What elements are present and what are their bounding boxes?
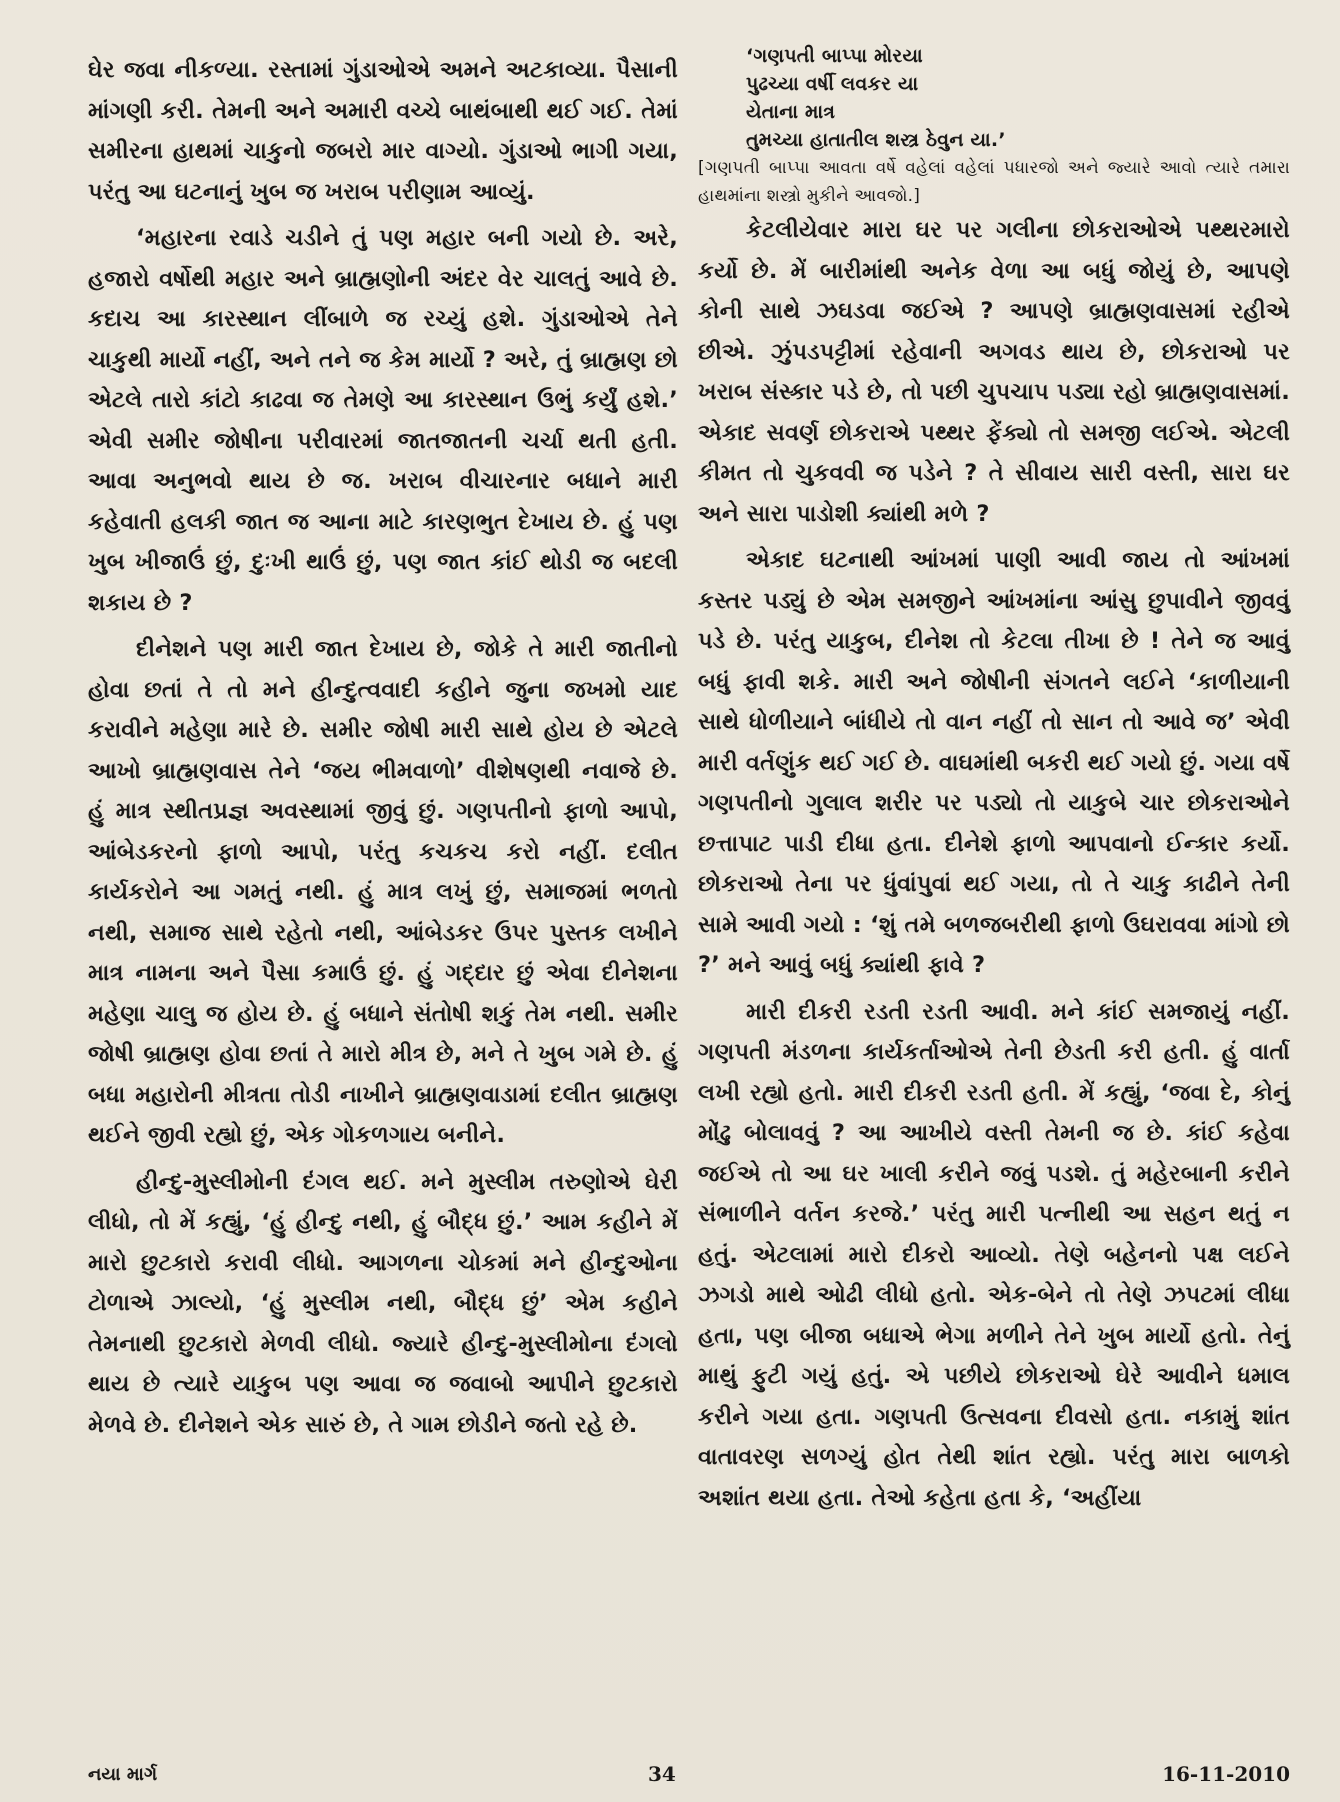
poem-line: ‘ગણપતી બાપ્પા મોરયા: [746, 45, 923, 67]
page-footer: [88, 1764, 1290, 1790]
poem-translation: [ગણપતી બાપ્પા આવતા વર્ષે વહેલાં વહેલાં પધારજો અને જ્યારે આવો ત્યારે તમારા હાથમાંના શસ્ત્રો મુકીને આવજો.]: [698, 158, 1290, 206]
issue-date: 16-11-2010: [1162, 1762, 1290, 1786]
poem-line: પુઢચ્યા વર્ષી લવકર યા: [746, 73, 919, 95]
paragraph: એકાદ ઘટનાથી આંખમાં પાણી આવી જાય તો આંખમાં કસ્તર પડ્યું છે એમ સમજીને આંખમાંના આંસુ છુપાવીને જીવવું પડે છે. પરંતુ યાકુબ, દીનેશ તો કેટલા તીખા છે ! તેને જ આવું બધું ફાવી શકે. મારી અને જોષીની સંગતને લઈને ‘કાળીયાની સાથે ધોળીયાને બાંધીયે તો વાન નહીં તો સાન તો આવે જ’ એવી મારી વર્તણુંક થઈ ગઈ છે. વાઘમાંથી બકરી થઈ ગયો છું. ગયા વર્ષે ગણપતીનો ગુલાલ શરીર પર પડ્યો તો યાકુબે ચાર છોકરાઓને છત્તાપાટ પાડી દીધા હતા. દીનેશે ફાળો આપવાનો ઈન્કાર કર્યો. છોકરાઓ તેના પર ધુંવાંપુવાં થઈ ગયા, તો તે ચાકુ કાઢીને તેની સામે આવી ગયો : ‘શું તમે બળજબરીથી ફાળો ઉઘરાવવા માંગો છો ?’ મને આવું બધું ક્યાંથી ફાવે ?: [698, 547, 1290, 978]
paragraph: મારી દીકરી રડતી રડતી આવી. મને કાંઈ સમજાયું નહીં. ગણપતી મંડળના કાર્યકર્તાઓએ તેની છેડતી કરી હતી. હું વાર્તા લખી રહ્યો હતો. મારી દીકરી રડતી હતી. મેં કહ્યું, ‘જવા દે, કોનું મોંઢુ બોલાવવું ? આ આખીયે વસ્તી તેમની જ છે. કાંઈ કહેવા જઈએ તો આ ઘર ખાલી કરીને જવું પડશે. તું મહેરબાની કરીને સંભાળીને વર્તન કરજે.’ પરંતુ મારી પત્નીથી આ સહન થતું ન હતું. એટલામાં મારો દીકરો આવ્યો. તેણે બહેનનો પક્ષ લઈને ઝગડો માથે ઓઢી લીધો હતો. એક-બેને તો તેણે ઝપટમાં લીધા હતા, પણ બીજા બધાએ ભેગા મળીને તેને ખુબ માર્યો હતો. તેનું માથું ફુટી ગયું હતું. એ પછીયે છોકરાઓ ઘેરે આવીને ધમાલ કરીને ગયા હતા. ગણપતી ઉત્સવના દીવસો હતા. નકામું શાંત વાતાવરણ સળગ્યું હોત તેથી શાંત રહ્યો. પરંતુ મારા બાળકો અશાંત થયા હતા. તેઓ કહેતા હતા કે, ‘અહીંયા: [698, 998, 1290, 1511]
poem-verse: [746, 42, 1290, 154]
paragraph: કેટલીયેવાર મારા ઘર પર ગલીના છોકરાઓએ પથ્થરમારો કર્યો છે. મેં બારીમાંથી અનેક વેળા આ બધું જોયું છે, આપણે કોની સાથે ઝઘડવા જઈએ ? આપણે બ્રાહ્મણવાસમાં રહીએ છીએ. ઝુંપડપટ્ટીમાં રહેવાની અગવડ થાય છે, છોકરાઓ પર ખરાબ સંસ્કાર પડે છે, તો પછી ચુપચાપ પડ્યા રહો બ્રાહ્મણવાસમાં. એકાદ સવર્ણ છોકરાએ પથ્થર ફેંક્યો તો સમજી લઈએ. એટલી કીમત તો ચુકવવી જ પડેને ? તે સીવાય સારી વસ્તી, સારા ઘર અને સારા પાડોશી ક્યાંથી મળે ?: [698, 217, 1290, 527]
poem-line: તુમચ્યા હાતાતીલ શસ્ત્ર ઠેવુન યા.’: [746, 129, 1006, 151]
paragraph: હીન્દુ-મુસ્લીમોની દંગલ થઈ. મને મુસ્લીમ તરુણોએ ઘેરી લીધો, તો મેં કહ્યું, ‘હું હીન્દુ નથી, હું બૌદ્ધ છું.’ આમ કહીને મેં મારો છુટકારો કરાવી લીધો. આગળના ચોકમાં મને હીન્દુઓના ટોળાએ ઝાલ્યો, ‘હું મુસ્લીમ નથી, બૌદ્ધ છું’ એમ કહીને તેમનાથી છુટકારો મેળવી લીધો. જ્યારે હીન્દુ-મુસ્લીમોના દંગલો થાય છે ત્યારે યાકુબ પણ આવા જ જવાબો આપીને છુટકારો મેળવે છે. દીનેશને એક સારું છે, તે ગામ છોડીને જતો રહે છે.: [88, 1168, 678, 1438]
paragraph: ઘેર જવા નીકળ્યા. રસ્તામાં ગુંડાઓએ અમને અટકાવ્યા. પૈસાની માંગણી કરી. તેમની અને અમારી વચ્ચે બાથંબાથી થઈ ગઈ. તેમાં સમીરના હાથમાં ચાકુનો જબરો માર વાગ્યો. ગુંડાઓ ભાગી ગયા, પરંતુ આ ઘટનાનું ખુબ જ ખરાબ પરીણામ આવ્યું.: [88, 57, 678, 205]
magazine-name: નયા માર્ગ: [88, 1764, 158, 1785]
right-column: [698, 42, 1290, 1518]
page-number: 34: [648, 1762, 676, 1786]
paragraph: દીનેશને પણ મારી જાત દેખાય છે, જોકે તે મારી જાતીનો હોવા છતાં તે તો મને હીન્દુત્વવાદી કહીને જુના જખમો યાદ કરાવીને મહેણા મારે છે. સમીર જોષી મારી સાથે હોય છે એટલે આખો બ્રાહ્મણવાસ તેને ‘જય ભીમવાળો’ વીશેષણથી નવાજે છે. હું માત્ર સ્થીતપ્રજ્ઞ અવસ્થામાં જીવું છું. ગણપતીનો ફાળો આપો, આંબેડકરનો ફાળો આપો, પરંતુ કચકચ કરો નહીં. દલીત કાર્યકરોને આ ગમતું નથી. હું માત્ર લખું છું, સમાજમાં ભળતો નથી, સમાજ સાથે રહેતો નથી, આંબેડકર ઉપર પુસ્તક લખીને માત્ર નામના અને પૈસા કમાઉં છું. હું ગદ્દાર છું એવા દીનેશના મહેણા ચાલુ જ હોય છે. હું બધાને સંતોષી શકું તેમ નથી. સમીર જોષી બ્રાહ્મણ હોવા છતાં તે મારો મીત્ર છે, મને તે ખુબ ગમે છે. હું બધા મહારોની મીત્રતા તોડી નાખીને બ્રાહ્મણવાડામાં દલીત બ્રાહ્મણ થઈને જીવી રહ્યો છું, એક ગોકળગાય બનીને.: [88, 636, 678, 1148]
paragraph: ‘મહારના રવાડે ચડીને તું પણ મહાર બની ગયો છે. અરે, હજારો વર્ષોથી મહાર અને બ્રાહ્મણોની અંદર વેર ચાલતું આવે છે. કદાચ આ કારસ્થાન લીંબાળે જ રચ્યું હશે. ગુંડાઓએ તેને ચાકુથી માર્યો નહીં, અને તને જ કેમ માર્યો ? અરે, તું બ્રાહ્મણ છો એટલે તારો કાંટો કાઢવા જ તેમણે આ કારસ્થાન ઉભું કર્યું હશે.’ એવી સમીર જોષીના પરીવારમાં જાતજાતની ચર્ચા થતી હતી. આવા અનુભવો થાય છે જ. ખરાબ વીચારનાર બધાને મારી કહેવાતી હલકી જાત જ આના માટે કારણભુત દેખાય છે. હું પણ ખુબ ખીજાઉં છું, દુઃખી થાઉં છું, પણ જાત કાંઈ થોડી જ બદલી શકાય છે ?: [88, 225, 678, 616]
left-column: [88, 50, 678, 1445]
poem-line: યેતાના માત્ર: [746, 101, 836, 123]
